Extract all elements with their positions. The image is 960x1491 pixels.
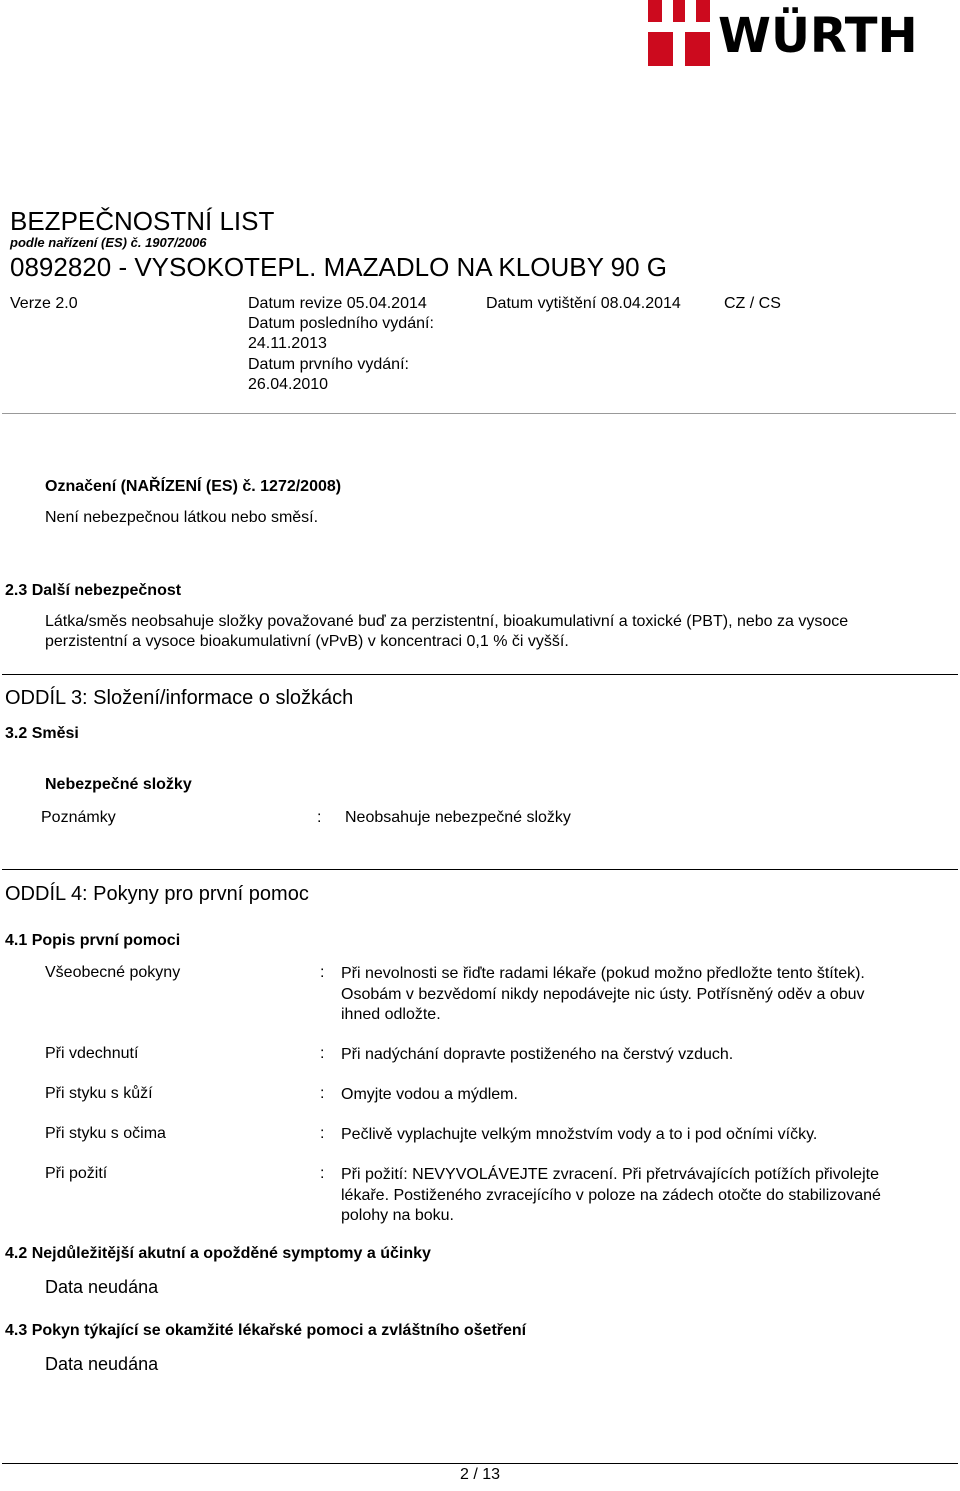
labeling-heading: Označení (NAŘÍZENÍ (ES) č. 1272/2008) bbox=[45, 478, 342, 495]
first-issue-label: Datum prvního vydání: bbox=[248, 356, 409, 373]
notes-value: Neobsahuje nebezpečné složky bbox=[345, 809, 571, 826]
first-aid-text: Pečlivě vyplachujte velkým množstvím vody a to i pod očními víčky. bbox=[341, 1126, 818, 1143]
first-issue-date: 26.04.2010 bbox=[248, 376, 329, 393]
first-aid-label: Při vdechnutí bbox=[45, 1045, 139, 1062]
section-3-divider bbox=[2, 674, 958, 675]
first-aid-label: Při požití bbox=[45, 1165, 108, 1182]
first-aid-text: Omyjte vodou a mýdlem. bbox=[341, 1086, 518, 1103]
first-aid-colon: : bbox=[320, 964, 325, 981]
section-4-2-heading: 4.2 Nejdůležitější akutní a opožděné symptomy a účinky bbox=[5, 1245, 431, 1262]
notes-label: Poznámky bbox=[41, 809, 116, 826]
section-2-3-heading: 2.3 Další nebezpečnost bbox=[5, 582, 182, 599]
first-aid-colon: : bbox=[320, 1045, 325, 1062]
section-4-divider bbox=[2, 869, 958, 870]
first-aid-label: Při styku s kůží bbox=[45, 1085, 153, 1102]
section-2-3-line1: Látka/směs neobsahuje složky považované buď za perzistentní, bioakumulativní a toxické (PBT), nebo za vysoce bbox=[45, 613, 849, 630]
hazardous-components-heading: Nebezpečné složky bbox=[45, 776, 192, 793]
first-aid-colon: : bbox=[320, 1165, 325, 1182]
language-code: CZ / CS bbox=[724, 295, 781, 312]
first-aid-colon: : bbox=[320, 1085, 325, 1102]
footer-divider bbox=[2, 1463, 958, 1464]
first-aid-label: Při styku s očima bbox=[45, 1125, 166, 1142]
version: Verze 2.0 bbox=[10, 295, 78, 312]
first-aid-colon: : bbox=[320, 1125, 325, 1142]
last-issue-date: 24.11.2013 bbox=[248, 335, 327, 352]
section-3-title: ODDÍL 3: Složení/informace o složkách bbox=[5, 687, 354, 709]
revision-date: Datum revize 05.04.2014 bbox=[248, 295, 427, 312]
first-aid-label: Všeobecné pokyny bbox=[45, 964, 181, 981]
first-aid-text: Při nadýchání dopravte postiženého na čerstvý vzduch. bbox=[341, 1046, 734, 1063]
page-number: 2 / 13 bbox=[459, 1466, 501, 1483]
section-4-title: ODDÍL 4: Pokyny pro první pomoc bbox=[5, 883, 309, 905]
product-name: 0892820 - VYSOKOTEPL. MAZADLO NA KLOUBY 90 G bbox=[10, 252, 668, 282]
print-date: Datum vytištění 08.04.2014 bbox=[486, 295, 681, 312]
section-4-2-text: Data neudána bbox=[45, 1277, 159, 1297]
section-2-3-line2: perzistentní a vysoce bioakumulativní (vPvB) v koncentraci 0,1 % či vyšší. bbox=[45, 633, 569, 650]
last-issue-label: Datum posledního vydání: bbox=[248, 315, 434, 332]
first-aid-text: Při požití: NEVYVOLÁVEJTE zvracení. Při přetrvávajících potížích přivolejte lékaře. Postiženého zvracejícího v poloze na zádech otočte do stabilizované polohy na boku. bbox=[341, 1166, 881, 1224]
section-3-2-heading: 3.2 Směsi bbox=[5, 725, 79, 742]
logo-wordmark: WÜRTH bbox=[718, 8, 918, 64]
section-4-1-heading: 4.1 Popis první pomoci bbox=[5, 932, 181, 949]
first-aid-text: Při nevolnosti se řiďte radami lékaře (pokud možno předložte tento štítek). Osobám v bezvědomí nikdy nepodávejte nic ústy. Potřísněný oděv a obuv ihned odložte. bbox=[341, 965, 865, 1023]
regulation-subtitle: podle nařízení (ES) č. 1907/2006 bbox=[10, 235, 207, 250]
notes-colon: : bbox=[317, 809, 322, 826]
wurth-logo bbox=[648, 0, 960, 70]
section-4-3-text: Data neudána bbox=[45, 1354, 159, 1374]
section-4-3-heading: 4.3 Pokyn týkající se okamžité lékařské pomoci a zvláštního ošetření bbox=[5, 1322, 527, 1339]
document-title: BEZPEČNOSTNÍ LIST bbox=[10, 206, 275, 236]
labeling-text: Není nebezpečnou látkou nebo směsí. bbox=[45, 509, 319, 526]
header-divider bbox=[2, 413, 956, 414]
